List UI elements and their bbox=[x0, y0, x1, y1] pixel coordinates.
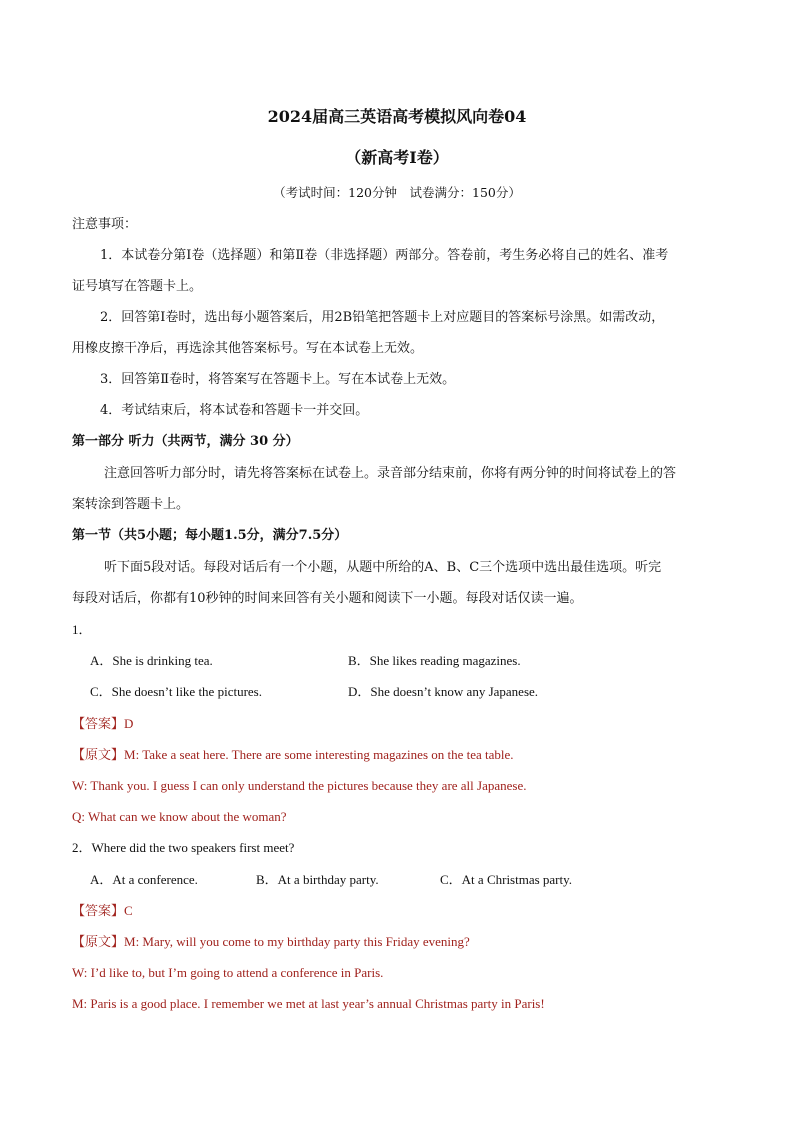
transcript-label: 【原文】 bbox=[72, 935, 125, 950]
section1-heading: 第一节（共5小题；每小题1.5分，满分7.5分） bbox=[72, 528, 348, 543]
question-2-transcript-line-1 bbox=[72, 933, 470, 952]
notice-item-3: 3．回答第Ⅱ卷时，将答案写在答题卡上。写在本试卷上无效。 bbox=[100, 372, 456, 387]
notice-item-1-line-1: 1．本试卷分第Ⅰ卷（选择题）和第Ⅱ卷（非选择题）两部分。答卷前，考生务必将自己的姓名、准考 bbox=[100, 248, 669, 263]
question-2-number: 2． bbox=[72, 840, 92, 855]
answer-value: C bbox=[124, 903, 133, 918]
question-2-transcript-line-3: M: Paris is a good place. I remember we met at last year’s annual Christmas party in Paris! bbox=[72, 996, 545, 1011]
transcript-text: M: Take a seat here. There are some interesting magazines on the tea table. bbox=[124, 747, 514, 762]
answer-value: D bbox=[124, 716, 134, 731]
question-2-transcript-line-2: W: I’d like to, but I’m going to attend a conference in Paris. bbox=[72, 965, 384, 980]
notice-item-1-line-2: 证号填写在答题卡上。 bbox=[72, 279, 203, 294]
notice-item-4: 4．考试结束后，将本试卷和答题卡一并交回。 bbox=[100, 403, 369, 418]
question-1-answer bbox=[72, 715, 133, 734]
question-1-option-a: A．She is drinking tea. bbox=[90, 653, 213, 668]
part1-intro-line-1: 注意回答听力部分时，请先将答案标在试卷上。录音部分结束前，你将有两分钟的时间将试卷上的答 bbox=[104, 466, 677, 481]
exam-info: （考试时间：120分钟 试卷满分：150分） bbox=[273, 185, 521, 200]
page-subtitle: （新高考I卷） bbox=[345, 148, 449, 167]
question-2-option-a: A．At a conference. bbox=[90, 872, 198, 887]
question-1-number: 1． bbox=[72, 622, 92, 637]
notice-item-2-line-2: 用橡皮擦干净后，再选涂其他答案标号。写在本试卷上无效。 bbox=[72, 341, 424, 356]
question-1-transcript-line-1 bbox=[72, 746, 514, 765]
question-1-transcript-line-3: Q: What can we know about the woman? bbox=[72, 809, 287, 824]
transcript-label: 【原文】 bbox=[72, 748, 125, 763]
answer-label: 【答案】 bbox=[72, 717, 125, 732]
question-1-option-b: B．She likes reading magazines. bbox=[348, 653, 521, 668]
section1-intro-line-1: 听下面5段对话。每段对话后有一个小题，从题中所给的A、B、C三个选项中选出最佳选项。听完 bbox=[104, 560, 662, 575]
page-title: 2024届高三英语高考模拟风向卷04 bbox=[267, 107, 527, 126]
question-2-option-c: C．At a Christmas party. bbox=[440, 872, 573, 887]
question-2-answer bbox=[72, 902, 133, 921]
question-1-transcript-line-2: W: Thank you. I guess I can only understand the pictures because they are all Japanese. bbox=[72, 778, 527, 793]
question-2-option-b: B．At a birthday party. bbox=[256, 872, 379, 887]
question-1-option-c: C．She doesn’t like the pictures. bbox=[90, 684, 262, 699]
part1-intro-line-2: 案转涂到答题卡上。 bbox=[72, 497, 190, 512]
part1-heading: 第一部分 听力（共两节，满分 30 分） bbox=[72, 434, 299, 449]
transcript-text: M: Mary, will you come to my birthday party this Friday evening? bbox=[124, 934, 470, 949]
notice-heading: 注意事项： bbox=[72, 217, 138, 232]
answer-label: 【答案】 bbox=[72, 904, 125, 919]
question-2 bbox=[72, 839, 294, 857]
question-2-text: Where did the two speakers first meet? bbox=[91, 840, 295, 855]
notice-item-2-line-1: 2．回答第Ⅰ卷时，选出每小题答案后，用2B铅笔把答题卡上对应题目的答案标号涂黑。如需改动， bbox=[100, 310, 665, 325]
question-1-option-d: D．She doesn’t know any Japanese. bbox=[348, 684, 539, 699]
section1-intro-line-2: 每段对话后，你都有10秒钟的时间来回答有关小题和阅读下一小题。每段对话仅读一遍。 bbox=[72, 591, 583, 606]
